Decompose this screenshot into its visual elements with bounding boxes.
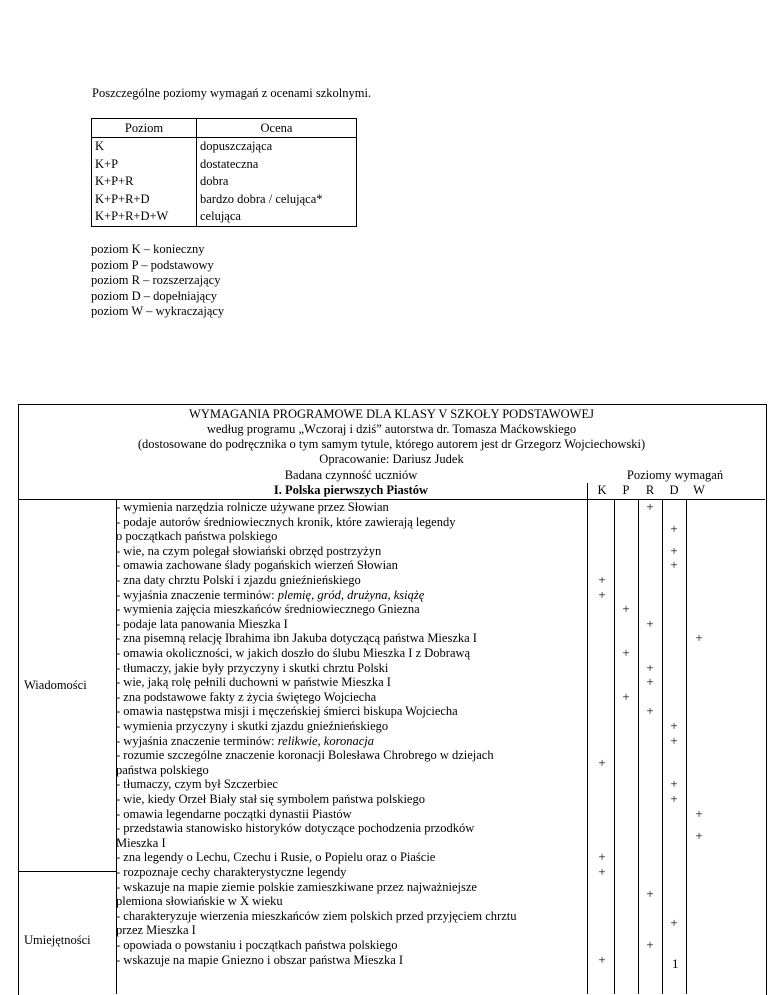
level-mark-r: + xyxy=(646,885,654,901)
level-mark-d: + xyxy=(670,791,678,806)
requirement-row xyxy=(116,646,586,661)
level-mark-d: + xyxy=(670,520,678,536)
level-column-line xyxy=(686,499,687,994)
requirement-text: - rozumie szczególne znaczenie koronacji Bolesława Chrobrego w dziejach xyxy=(116,748,494,763)
level-mark-k: + xyxy=(598,586,606,602)
requirement-row xyxy=(116,865,586,880)
requirement-text: - omawia następstwa misji i męczeńskiej śmierci biskupa Wojciecha xyxy=(116,704,458,719)
level-header-r: R xyxy=(645,483,655,497)
level-mark-k: + xyxy=(598,572,606,587)
requirement-text: - zna pisemną relację Ibrahima ibn Jakuba dotyczącą państwa Mieszka I xyxy=(116,631,477,646)
requirement-row xyxy=(116,792,586,807)
requirement-text: - wymienia narzędzia rolnicze używane przez Słowian xyxy=(116,500,389,514)
legend-item: poziom P – podstawowy xyxy=(91,257,214,272)
requirement-row xyxy=(116,588,586,603)
requirement-row xyxy=(116,544,586,559)
requirement-row xyxy=(116,719,586,734)
level-mark-d: + xyxy=(670,732,678,748)
level-header-w: W xyxy=(693,483,705,497)
level-mark-w: + xyxy=(695,630,703,646)
requirement-row xyxy=(116,573,586,588)
grades-table xyxy=(91,118,357,227)
level-mark-r: + xyxy=(646,659,654,675)
doc-subtitle: według programu „Wczoraj i dziś” autorstwa dr. Tomasza Maćkowskiego xyxy=(206,422,577,436)
requirement-row xyxy=(116,704,586,719)
level-legend xyxy=(91,242,224,320)
requirement-row xyxy=(116,617,586,632)
level-mark-d: + xyxy=(670,718,678,733)
legend-item: poziom W – wykraczający xyxy=(91,304,225,318)
level-mark-r: + xyxy=(646,674,654,690)
requirement-text: - przedstawia stanowisko historyków dotyczące pochodzenia przodków xyxy=(116,821,475,836)
requirement-row xyxy=(116,661,586,676)
requirement-text: - charakteryzuje wierzenia mieszkańców ziem polskich przed przyjęciem chrztu xyxy=(116,908,517,923)
level-mark-r: + xyxy=(646,703,654,719)
level-mark-d: + xyxy=(670,557,678,573)
level-mark-r: + xyxy=(646,937,654,952)
doc-title: WYMAGANIA PROGRAMOWE DLA KLASY V SZKOŁY PODSTAWOWEJ xyxy=(189,407,594,421)
requirement-text: - wie, na czym polegał słowiański obrzęd postrzyżyn xyxy=(116,543,382,558)
grades-grades-cell: dopuszczająca dostateczna dobra bardzo dobra / celująca* celująca xyxy=(197,138,357,227)
requirement-text: - zna podstawowe fakty z życia świętego Wojciecha xyxy=(116,689,377,704)
level-mark-r: + xyxy=(646,615,654,631)
level-mark-k: + xyxy=(598,849,606,865)
requirement-text: - opowiada o powstaniu i początkach państwa polskiego xyxy=(116,938,398,952)
requirement-row xyxy=(116,748,586,777)
requirement-text: - podaje autorów średniowiecznych kronik, które zawierają legendy xyxy=(116,514,456,529)
requirement-row xyxy=(116,777,586,792)
requirement-text: - omawia legendarne początki dynastii Piastów xyxy=(116,806,352,821)
level-mark-d: + xyxy=(670,776,678,792)
requirement-text: - podaje lata panowania Mieszka I xyxy=(116,616,288,631)
requirement-row xyxy=(116,675,586,690)
level-mark-w: + xyxy=(695,827,703,843)
requirement-row xyxy=(116,631,586,646)
group-knowledge: Wiadomości xyxy=(24,678,87,692)
level-column-line xyxy=(614,499,615,994)
section-title: I. Polska pierwszych Piastów xyxy=(273,483,429,497)
requirement-text: - wymienia zajęcia mieszkańców średniowiecznego Gniezna xyxy=(116,602,420,617)
requirement-row xyxy=(116,734,586,749)
level-mark-k: + xyxy=(598,754,606,770)
requirement-text: - wie, jaką rolę pełnili duchowni w państwie Mieszka I xyxy=(116,675,391,690)
group-skills: Umiejętności xyxy=(24,933,91,947)
requirement-text: - wskazuje na mapie ziemie polskie zamieszkiwane przez najważniejsze xyxy=(116,879,477,894)
requirement-text-continued: przez Mieszka I xyxy=(116,923,196,938)
grades-header-level: Poziom xyxy=(92,119,197,138)
level-mark-k: + xyxy=(598,951,606,967)
requirement-row xyxy=(116,690,586,705)
requirement-terms: relikwie, koronacja xyxy=(277,733,375,748)
grades-levels-cell: K K+P K+P+R K+P+R+D K+P+R+D+W xyxy=(92,138,197,227)
requirement-text: - wyjaśnia znaczenie terminów: relikwie, koronacja xyxy=(116,733,375,748)
activity-column-line xyxy=(587,483,588,994)
requirement-row xyxy=(116,602,586,617)
level-header-p: P xyxy=(622,483,630,497)
grades-header-grade: Ocena xyxy=(197,119,357,138)
requirement-text: - zna legendy o Lechu, Czechu i Rusie, o Popielu oraz o Piaście xyxy=(116,850,436,865)
requirement-row xyxy=(116,953,586,968)
level-column-line xyxy=(662,499,663,994)
legend-item: poziom D – dopełniający xyxy=(91,288,218,303)
requirement-text: - omawia zachowane ślady pogańskich wierzeń Słowian xyxy=(116,558,398,573)
requirement-text: - rozpoznaje cechy charakterystyczne legendy xyxy=(116,865,347,879)
legend-item: poziom K – konieczny xyxy=(91,242,205,256)
level-mark-p: + xyxy=(622,645,630,660)
requirement-text: - omawia okoliczności, w jakich doszło do ślubu Mieszka I z Dobrawą xyxy=(116,646,471,660)
doc-author: Opracowanie: Dariusz Judek xyxy=(319,452,464,466)
requirement-row xyxy=(116,558,586,573)
level-mark-w: + xyxy=(695,805,703,821)
level-mark-d: + xyxy=(670,542,678,558)
levels-header: Poziomy wymagań xyxy=(626,468,724,482)
legend-item: poziom R – rozszerzający xyxy=(91,273,221,287)
requirement-text: - tłumaczy, jakie były przyczyny i skutki chrztu Polski xyxy=(116,660,389,675)
group-divider xyxy=(18,871,116,872)
requirement-text: - wyjaśnia znaczenie terminów: plemię, gród, drużyna, książę xyxy=(116,587,425,602)
level-mark-p: + xyxy=(622,601,630,617)
requirement-text: - wie, kiedy Orzeł Biały stał się symbolem państwa polskiego xyxy=(116,792,425,806)
level-mark-k: + xyxy=(598,864,606,879)
level-column-line xyxy=(638,499,639,994)
requirement-text-continued: plemiona słowiańskie w X wieku xyxy=(116,894,283,909)
requirement-text: - wymienia przyczyny i skutki zjazdu gnieźnieńskiego xyxy=(116,719,389,733)
level-mark-d: + xyxy=(670,915,678,931)
requirement-row xyxy=(116,909,586,938)
requirement-text: - tłumaczy, czym był Szczerbiec xyxy=(116,777,278,792)
level-mark-r: + xyxy=(646,499,654,514)
requirement-row xyxy=(116,938,586,953)
doc-subtitle-2: (dostosowane do podręcznika o tym samym tytule, którego autorem jest dr Grzegorz Wojciechowski) xyxy=(137,437,646,451)
level-mark-p: + xyxy=(622,688,630,704)
requirement-row xyxy=(116,807,586,822)
requirement-row xyxy=(116,880,586,909)
requirement-text-continued: o początkach państwa polskiego xyxy=(116,529,278,544)
level-header-d: D xyxy=(669,483,679,497)
requirement-text: - zna daty chrztu Polski i zjazdu gnieźnieńskiego xyxy=(116,573,361,587)
activity-header: Badana czynność uczniów xyxy=(284,468,418,482)
requirement-text-continued: Mieszka I xyxy=(116,835,166,850)
requirement-text-continued: państwa polskiego xyxy=(116,762,209,777)
requirement-row xyxy=(116,850,586,865)
requirement-terms: plemię, gród, drużyna, książę xyxy=(277,587,425,602)
requirement-row xyxy=(116,821,586,850)
requirement-row xyxy=(116,500,586,515)
requirement-row xyxy=(116,515,586,544)
requirement-text: - wskazuje na mapie Gniezno i obszar państwa Mieszka I xyxy=(116,952,404,967)
intro-text: Poszczególne poziomy wymagań z ocenami szkolnymi. xyxy=(92,86,372,100)
level-header-k: K xyxy=(597,483,607,497)
page-number: 1 xyxy=(672,956,679,971)
